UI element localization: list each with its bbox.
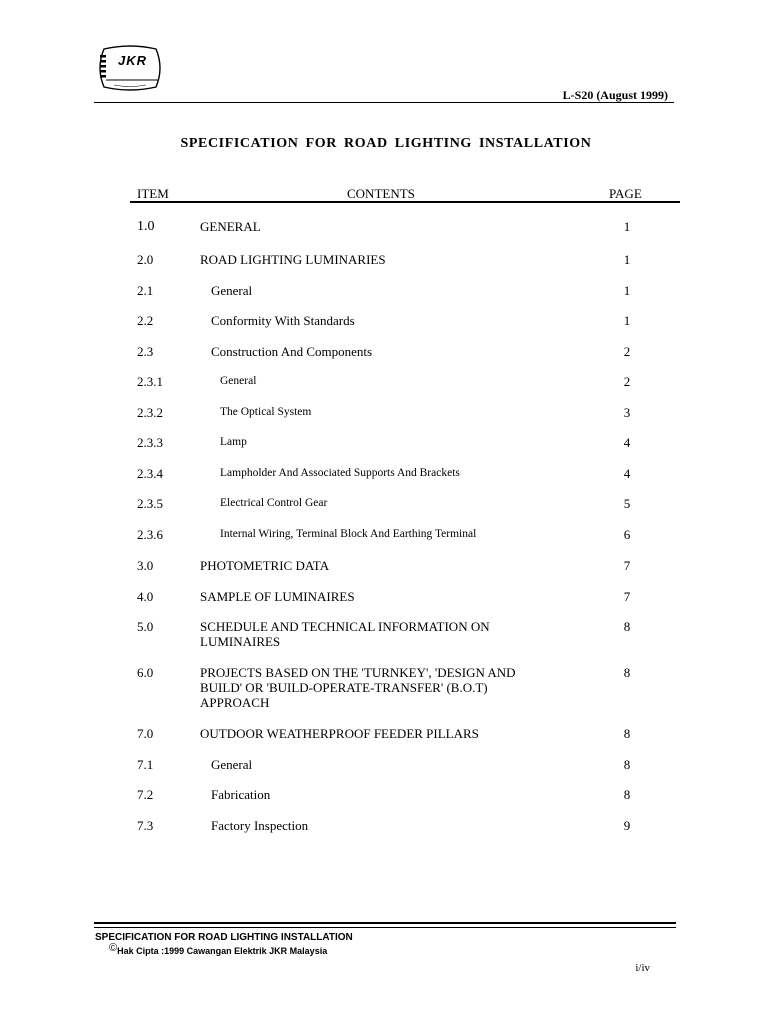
toc-item-title	[211, 313, 571, 328]
toc-item-number: 2.3.5	[137, 496, 163, 511]
toc-page-number: 1	[623, 283, 631, 298]
toc-page-number: 7	[623, 558, 631, 573]
toc-item-title	[211, 787, 571, 802]
toc-item-title-line: Internal Wiring, Terminal Block And Earthing Terminal	[220, 528, 477, 540]
copyright-text: Hak Cipta :1999 Cawangan Elektrik JKR Malaysia	[117, 946, 328, 956]
toc-page-number: 6	[623, 527, 631, 542]
toc-item-title	[211, 818, 571, 833]
toc-item-title-line: PROJECTS BASED ON THE 'TURNKEY', 'DESIGN AND	[200, 665, 516, 680]
toc-page-number: 3	[623, 405, 631, 420]
toc-page-number: 2	[623, 344, 631, 359]
toc-page-number: 2	[623, 374, 631, 389]
toc-item-number: 6.0	[137, 665, 154, 680]
toc-item-title-line: Conformity With Standards	[211, 313, 355, 328]
footer-title: SPECIFICATION FOR ROAD LIGHTING INSTALLATION	[95, 932, 353, 943]
toc-item-number: 1.0	[137, 219, 155, 234]
toc-item-title-line: Lampholder And Associated Supports And Brackets	[220, 467, 460, 479]
column-header-item: ITEM	[137, 186, 169, 201]
toc-item-title	[200, 726, 560, 741]
toc-item-number: 5.0	[137, 619, 154, 634]
toc-item-title-line: GENERAL	[200, 219, 261, 234]
toc-page-number: 1	[623, 219, 631, 234]
toc-item-number: 2.3.3	[137, 435, 163, 450]
toc-item-title-line: APPROACH	[200, 695, 270, 710]
toc-item-number: 7.0	[137, 726, 154, 741]
toc-item-number: 4.0	[137, 589, 154, 604]
toc-item-title-line: Electrical Control Gear	[220, 497, 328, 509]
toc-item-number: 2.3	[137, 344, 154, 359]
toc-page-number: 7	[623, 589, 631, 604]
toc-item-number: 2.2	[137, 313, 154, 328]
toc-item-title	[211, 344, 571, 359]
toc-item-number: 2.3.1	[137, 374, 163, 389]
toc-item-title	[200, 558, 560, 573]
toc-item-title-line: BUILD' OR 'BUILD-OPERATE-TRANSFER' (B.O.T)	[200, 680, 488, 695]
toc-item-title	[220, 496, 580, 511]
toc-item-title-line: SAMPLE OF LUMINAIRES	[200, 589, 355, 604]
toc-item-title	[200, 619, 560, 649]
toc-item-title-line: LUMINAIRES	[200, 634, 281, 649]
page-number: i/iv	[635, 962, 650, 974]
toc-item-title	[200, 252, 560, 267]
toc-item-title	[200, 665, 560, 710]
toc-page-number: 9	[623, 818, 631, 833]
toc-page-number: 1	[623, 252, 631, 267]
toc-item-number: 2.0	[137, 252, 154, 267]
toc-item-title	[220, 435, 580, 450]
toc-item-title-line: Factory Inspection	[211, 818, 309, 833]
logo-text: JKR	[118, 53, 148, 68]
toc-item-title	[200, 589, 560, 604]
toc-page-number: 8	[623, 619, 631, 634]
page-title: SPECIFICATION FOR ROAD LIGHTING INSTALLATION	[180, 136, 592, 151]
toc-item-title-line: General	[211, 757, 253, 772]
toc-item-number: 2.3.4	[137, 466, 163, 481]
column-header-contents: CONTENTS	[347, 186, 415, 201]
document-reference: L-S20 (August 1999)	[562, 88, 668, 102]
toc-page-number: 4	[623, 466, 631, 481]
toc-item-number: 7.2	[137, 787, 154, 802]
footer-copyright	[109, 942, 328, 957]
toc-item-number: 7.3	[137, 818, 154, 833]
toc-item-title-line: PHOTOMETRIC DATA	[200, 558, 330, 573]
toc-page-number: 8	[623, 757, 631, 772]
toc-item-title	[220, 527, 580, 542]
footer-divider-thick	[94, 922, 676, 924]
toc-item-number: 7.1	[137, 757, 154, 772]
toc-page-number: 8	[623, 726, 631, 741]
toc-page-number: 8	[623, 787, 631, 802]
toc-item-number: 3.0	[137, 558, 154, 573]
toc-item-title-line: OUTDOOR WEATHERPROOF FEEDER PILLARS	[200, 726, 479, 741]
toc-item-title-line: Construction And Components	[211, 344, 373, 359]
toc-item-title-line: Fabrication	[211, 787, 271, 802]
toc-page-number: 1	[623, 313, 631, 328]
column-header-page: PAGE	[609, 186, 642, 201]
toc-item-number: 2.3.6	[137, 527, 163, 542]
toc-item-title-line: The Optical System	[220, 406, 312, 418]
copyright-symbol: ©	[109, 942, 118, 954]
toc-item-title	[211, 283, 571, 298]
toc-page-number: 4	[623, 435, 631, 450]
footer-divider-thin	[94, 927, 676, 928]
toc-page-number: 8	[623, 665, 631, 680]
toc-item-title-line: General	[211, 283, 253, 298]
toc-page-number: 5	[623, 496, 631, 511]
toc-item-title	[211, 757, 571, 772]
toc-item-title-line: Lamp	[220, 436, 247, 448]
toc-item-title	[220, 374, 580, 389]
toc-item-number: 2.1	[137, 283, 154, 298]
toc-item-number: 2.3.2	[137, 405, 163, 420]
toc-item-title	[200, 219, 560, 234]
toc-item-title-line: ROAD LIGHTING LUMINARIES	[200, 252, 386, 267]
toc-item-title	[220, 405, 580, 420]
toc-item-title	[220, 466, 580, 481]
toc-item-title-line: General	[220, 375, 257, 387]
toc-item-title-line: SCHEDULE AND TECHNICAL INFORMATION ON	[200, 619, 490, 634]
